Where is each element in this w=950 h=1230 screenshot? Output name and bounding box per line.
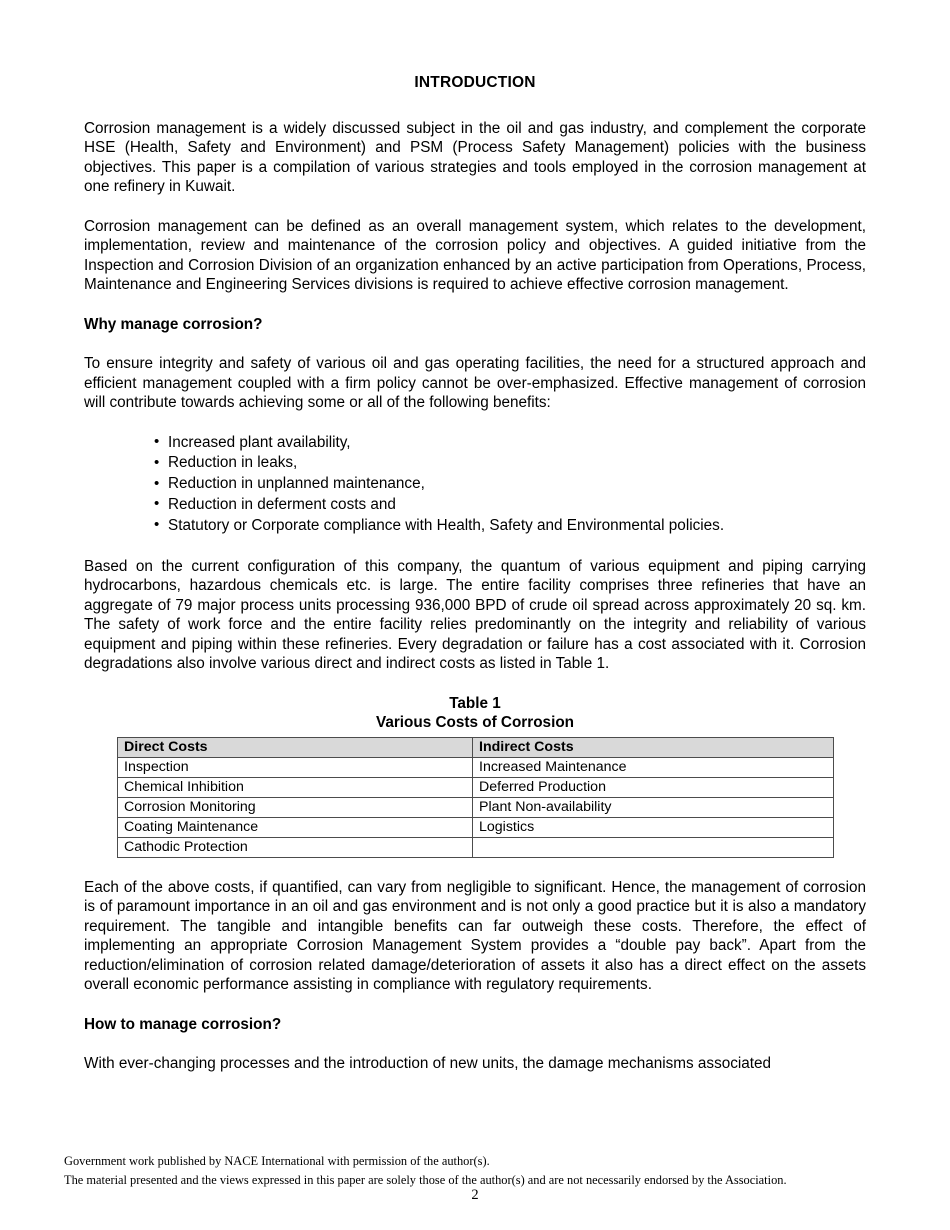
paragraph-intro-1: Corrosion management is a widely discussed subject in the oil and gas industry, and complement the corporate HSE (Health, Safety and Environment) and PSM (Process Safety Management) policies with the business objectives. This paper is a compilation of various strategies and tools employed in the corrosion management at one refinery in Kuwait. (84, 119, 866, 196)
column-header-direct-costs: Direct Costs (118, 737, 473, 757)
page-title: INTRODUCTION (414, 74, 536, 91)
table-cell-direct: Chemical Inhibition (118, 777, 473, 797)
table-header (118, 737, 834, 757)
table-row (118, 817, 834, 837)
table-cell-direct: Corrosion Monitoring (118, 797, 473, 817)
footer-copyright-line: Government work published by NACE International with permission of the author(s). (64, 1154, 490, 1168)
table-cell-direct: Inspection (118, 757, 473, 777)
page-content (84, 74, 866, 1074)
table-row (118, 777, 834, 797)
benefits-list (84, 433, 866, 537)
table-cell-direct: Cathodic Protection (118, 837, 473, 857)
list-item: • Reduction in leaks, (154, 453, 866, 474)
footer-disclaimer-line: The material presented and the views expressed in this paper are solely those of the author(s) and are not necessarily endorsed by the Association. (64, 1173, 787, 1187)
list-item: • Reduction in deferment costs and (154, 495, 866, 516)
table-caption-number: Table 1 (449, 694, 501, 712)
table-row (118, 757, 834, 777)
list-item: • Increased plant availability, (154, 433, 866, 454)
table-header-row (118, 737, 834, 757)
list-item: • Reduction in unplanned maintenance, (154, 474, 866, 495)
table-caption (84, 694, 866, 733)
section-heading-why-manage-corrosion: Why manage corrosion? (84, 315, 263, 333)
column-header-indirect-costs: Indirect Costs (473, 737, 834, 757)
table-cell-indirect: Deferred Production (473, 777, 834, 797)
paragraph-benefits-lead-in: To ensure integrity and safety of various oil and gas operating facilities, the need for a structured approach and efficient management coupled with a firm policy cannot be over-emphasized. Effective management of corrosion will contribute towards achieving some or all of the following benefits: (84, 355, 866, 412)
table-caption-title: Various Costs of Corrosion (375, 714, 575, 732)
table-1-block (84, 694, 866, 858)
table-cell-direct: Coating Maintenance (118, 817, 473, 837)
paragraph-facility-configuration: Based on the current configuration of this company, the quantum of various equipment and piping carrying hydrocarbons, hazardous chemicals etc. is large. The entire facility comprises three refineries that have an aggregate of 79 major process units processing 936,000 BPD of crude oil spread across approximately 20 sq. km. The safety of work force and the entire facility relies predominantly on the integrity and reliability of various equipment and piping within these refineries. Every degradation or failure has a cost associated with it. Corrosion degradations also involve various direct and indirect costs as listed in Table 1. (84, 557, 866, 673)
page-number: 2 (471, 1187, 479, 1203)
paragraph-cost-significance: Each of the above costs, if quantified, can vary from negligible to significant. Hence, the management of corrosion is of paramount importance in an oil and gas environment and is not only a good practice but it is also a mandatory requirement. The tangible and intangible benefits can far outweigh these costs. Therefore, the effect of implementing an appropriate Corrosion Management System provides a “double pay back”. Apart from the reduction/elimination of corrosion related damage/deterioration of assets it also has a direct effect on the assets overall economic performance assisting in compliance with regulatory requirements. (84, 878, 866, 994)
table-cell-indirect: Logistics (473, 817, 834, 837)
costs-of-corrosion-table (117, 737, 834, 858)
list-item: • Statutory or Corporate compliance with Health, Safety and Environmental policies. (154, 516, 866, 537)
table-cell-indirect: Increased Maintenance (473, 757, 834, 777)
table-cell-indirect: Plant Non-availability (473, 797, 834, 817)
paragraph-damage-mechanisms: With ever-changing processes and the introduction of new units, the damage mechanisms associated (84, 1055, 772, 1073)
section-heading-how-to-manage-corrosion: How to manage corrosion? (84, 1015, 282, 1033)
table-row (118, 797, 834, 817)
table-body (118, 757, 834, 857)
paragraph-intro-2: Corrosion management can be defined as an overall management system, which relates to the development, implementation, review and maintenance of the corrosion policy and objectives. A guided initiative from the Inspection and Corrosion Division of an organization enhanced by an active participation from Operations, Process, Maintenance and Engineering Services divisions is required to achieve effective corrosion management. (84, 217, 866, 294)
table-cell-indirect (473, 837, 834, 857)
table-row (118, 837, 834, 857)
page-footer (64, 1152, 874, 1190)
